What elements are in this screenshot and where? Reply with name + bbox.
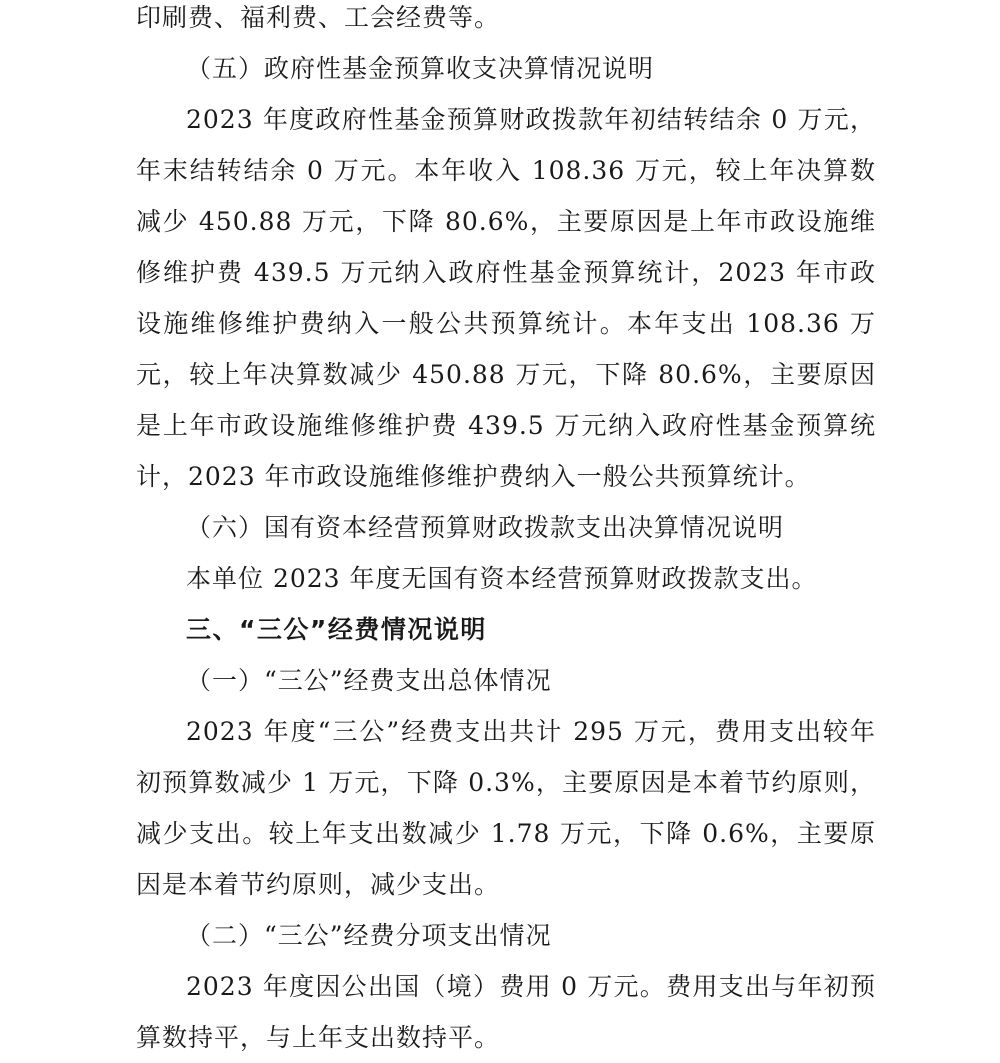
document-page	[136, 0, 876, 1063]
section-heading-state-capital: （六）国有资本经营预算财政拨款支出决算情况说明	[186, 513, 785, 542]
paragraph-state-capital: 本单位 2023 年度无国有资本经营预算财政拨款支出。	[186, 564, 818, 593]
paragraph-continuation: 印刷费、福利费、工会经费等。	[136, 3, 501, 32]
section-heading-government-fund: （五）政府性基金预算收支决算情况说明	[186, 54, 655, 83]
section-heading-itemized: （二）“三公”经费分项支出情况	[186, 921, 552, 950]
paragraph-overall: 2023 年度“三公”经费支出共计 295 万元，费用支出较年初预算数减少 1 万元，下降 0.3%，主要原因是本着节约原则，减少支出。较上年支出数减少 1.78 万元，下降 0.6%，主要原因是本着节约原则，减少支出。	[136, 717, 876, 899]
paragraph-itemized: 2023 年度因公出国（境）费用 0 万元。费用支出与年初预算数持平，与上年支出数持平。	[136, 972, 876, 1052]
section-heading-overall: （一）“三公”经费支出总体情况	[186, 666, 552, 695]
chapter-heading-three-public: 三、“三公”经费情况说明	[186, 615, 487, 644]
paragraph-government-fund: 2023 年度政府性基金预算财政拨款年初结转结余 0 万元，年末结转结余 0 万元。本年收入 108.36 万元，较上年决算数减少 450.88 万元，下降 80.6%，主要原因是上年市政设施维修维护费 439.5 万元纳入政府性基金预算统计，2023 年市政设施维修维护费纳入一般公共预算统计。本年支出 108.36 万元，较上年决算数减少 450.88 万元，下降 80.6%，主要原因是上年市政设施维修维护费 439.5 万元纳入政府性基金预算统计，2023 年市政设施维修维护费纳入一般公共预算统计。	[136, 105, 876, 491]
